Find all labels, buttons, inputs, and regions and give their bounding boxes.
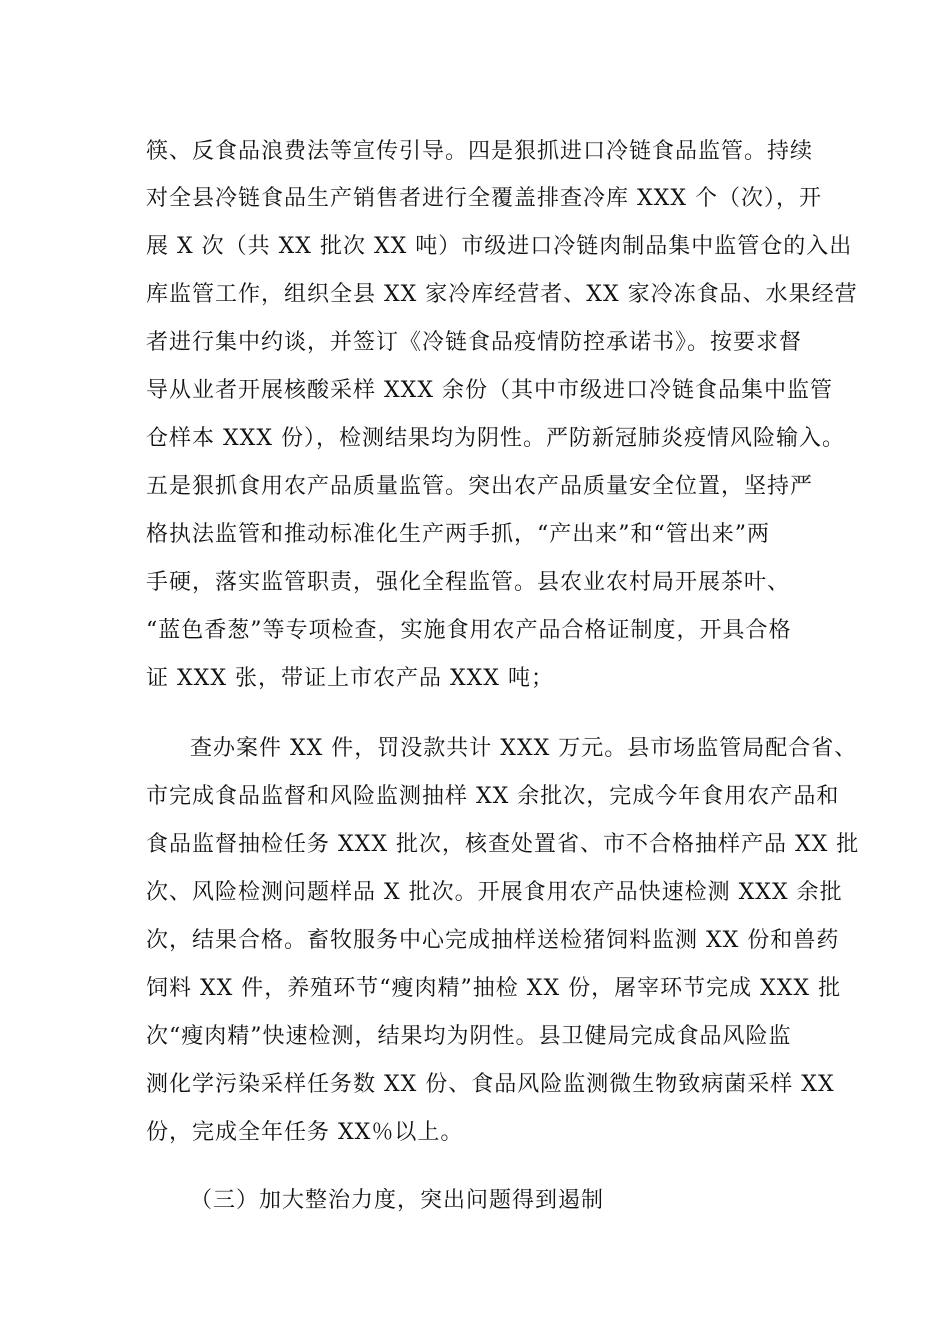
paragraph-1-line-12: 证 XXX 张，带证上市农产品 XXX 吨； (146, 666, 554, 691)
paragraph-2-line-9: 份，完成全年任务 XX％以上。 (146, 1120, 464, 1145)
paragraph-1-line-4: 库监管工作，组织全县 XX 家冷库经营者、XX 家冷冻食品、水果经营 (146, 282, 858, 307)
paragraph-1-line-8: 五是狠抓食用农产品质量监管。突出农产品质量安全位置，坚持严 (146, 474, 814, 499)
paragraph-2-line-7: 次“瘦肉精”快速检测，结果均为阴性。县卫健局完成食品风险监 (146, 1024, 792, 1049)
paragraph-2-line-3: 食品监督抽检任务 XXX 批次，核查处置省、市不合格抽样产品 XX 批 (146, 832, 860, 857)
paragraph-1-line-10: 手硬，落实监管职责，强化全程监管。县农业农村局开展茶叶、 (146, 570, 791, 595)
paragraph-1-line-6: 导从业者开展核酸采样 XXX 余份（其中市级进口冷链食品集中监管 (146, 378, 833, 403)
section-heading-3: （三）加大整治力度，突出问题得到遏制 (190, 1188, 605, 1213)
paragraph-1-line-7: 仓样本 XXX 份），检测结果均为阴性。严防新冠肺炎疫情风险输入。 (146, 426, 845, 451)
paragraph-1-line-11: “蓝色香葱”等专项检查，实施食用农产品合格证制度，开具合格 (146, 618, 792, 643)
paragraph-2-line-2: 市完成食品监督和风险监测抽样 XX 余批次，完成今年食用农产品和 (146, 784, 840, 809)
paragraph-1-line-5: 者进行集中约谈，并签订《冷链食品疫情防控承诺书》。按要求督 (146, 330, 803, 355)
paragraph-1-line-3: 展 X 次（共 XX 批次 XX 吨）市级进口冷链肉制品集中监管仓的入出 (146, 234, 853, 259)
paragraph-2-line-6: 饲料 XX 件，养殖环节“瘦肉精”抽检 XX 份，屠宰环节完成 XXX 批 (146, 976, 842, 1001)
paragraph-1-line-2: 对全县冷链食品生产销售者进行全覆盖排查冷库 XXX 个（次），开 (146, 186, 822, 211)
paragraph-1-line-9: 格执法监管和推动标准化生产两手抓，“产出来”和“管出来”两 (146, 522, 770, 547)
paragraph-2-line-5: 次，结果合格。畜牧服务中心完成抽样送检猪饲料监测 XX 份和兽药 (146, 928, 840, 953)
paragraph-1-line-1: 筷、反食品浪费法等宣传引导。四是狠抓进口冷链食品监管。持续 (146, 139, 814, 164)
paragraph-2-line-8: 测化学污染采样任务数 XX 份、食品风险监测微生物致病菌采样 XX (146, 1072, 835, 1097)
paragraph-2-line-4: 次、风险检测问题样品 X 批次。开展食用农产品快速检测 XXX 余批 (146, 880, 843, 905)
paragraph-2-line-1: 查办案件 XX 件，罚没款共计 XXX 万元。县市场监管局配合省、 (190, 736, 858, 761)
